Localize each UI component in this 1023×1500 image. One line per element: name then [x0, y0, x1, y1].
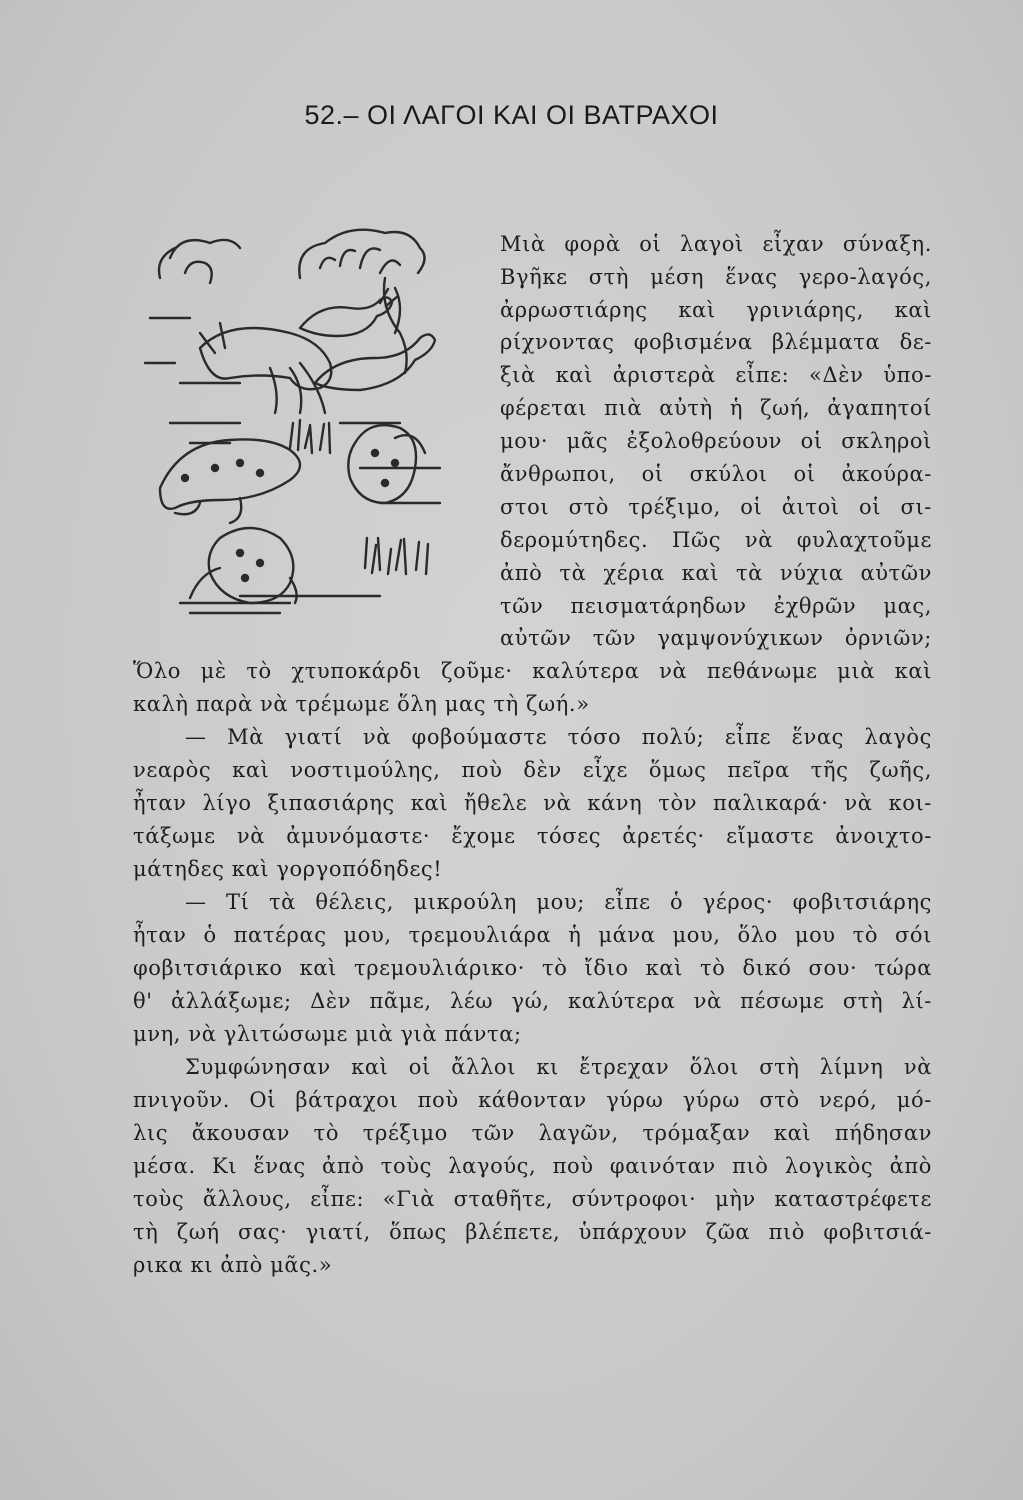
text-line: ἀρρωστιάρης καὶ γρινιάρης, καὶ [500, 298, 932, 322]
text-line: μνη, νὰ γλιτώσωμε μιὰ γιὰ πάντα; [133, 1022, 522, 1046]
text-line: καλὴ παρὰ νὰ τρέμωμε ὅλη μας τὴ ζωή.» [133, 692, 590, 716]
text-line: πνιγοῦν. Οἱ βάτραχοι ποὺ κάθονταν γύρω γύρω στὸ νερό, μό- [133, 1088, 932, 1112]
text-line: μέσα. Κι ἕνας ἀπὸ τοὺς λαγούς, ποὺ φαινόταν πιὸ λογικὸς ἀπὸ [133, 1154, 932, 1178]
text-line: μου· μᾶς ἐξολοθρεύουν οἱ σκληροὶ [500, 429, 932, 453]
text-line: ξιὰ καὶ ἀριστερὰ εἶπε: «Δὲν ὑπο- [500, 363, 932, 387]
hares-frogs-illustration [140, 218, 470, 618]
text-line: Συμφώνησαν καὶ οἱ ἄλλοι κι ἔτρεχαν ὅλοι στὴ λίμνη νὰ [185, 1055, 932, 1079]
text-line: ἦταν ὁ πατέρας μου, τρεμουλιάρα ἡ μάνα μου, ὅλο μου τὸ σόι [133, 923, 932, 947]
text-line: Μιὰ φορὰ οἱ λαγοὶ εἶχαν σύναξη. [500, 232, 932, 256]
text-line: αὐτῶν τῶν γαμψονύχικων ὀρνιῶν; [500, 626, 932, 650]
text-line: νεαρὸς καὶ νοστιμούλης, ποὺ δὲν εἶχε ὅμως πεῖρα τῆς ζωῆς, [133, 758, 932, 782]
text-line: ρίχνοντας φοβισμένα βλέμματα δε- [500, 330, 932, 354]
text-line: τάξωμε νὰ ἀμυνόμαστε· ἔχομε τόσες ἀρετές· εἴμαστε ἀνοιχτο- [133, 824, 932, 848]
text-line: στοι στὸ τρέξιμο, οἱ ἀιτοὶ οἱ σι- [500, 495, 932, 519]
text-line: φοβιτσιάρικο καὶ τρεμουλιάρικο· τὸ ἴδιο καὶ τὸ δικό σου· τώρα [133, 956, 932, 980]
text-line: τῶν πεισματάρηδων ἐχθρῶν μας, [500, 594, 932, 618]
text-line: — Μὰ γιατί νὰ φοβούμαστε τόσο πολύ; εἶπε ἕνας λαγὸς [185, 725, 932, 749]
text-line: ἀπὸ τὰ χέρια καὶ τὰ νύχια αὐτῶν [500, 561, 932, 585]
text-line: τὴ ζωή σας· γιατί, ὅπως βλέπετε, ὑπάρχουν ζῶα πιὸ φοβιτσιά- [133, 1220, 932, 1244]
text-line: τοὺς ἄλλους, εἶπε: «Γιὰ σταθῆτε, σύντροφοι· μὴν καταστρέφετε [133, 1187, 932, 1211]
text-line: Ὅλο μὲ τὸ χτυποκάρδι ζοῦμε· καλύτερα νὰ πεθάνωμε μιὰ καὶ [133, 659, 932, 683]
text-line: λις ἄκουσαν τὸ τρέξιμο τῶν λαγῶν, τρόμαξαν καὶ πήδησαν [133, 1121, 932, 1145]
text-line: — Τί τὰ θέλεις, μικρούλη μου; εἶπε ὁ γέρος· φοβιτσιάρης [185, 890, 932, 914]
text-line: φέρεται πιὰ αὐτὴ ἡ ζωή, ἀγαπητοί [500, 396, 932, 420]
text-line: μάτηδες καὶ γοργοπόδηδες! [133, 857, 443, 881]
text-line: ρικα κι ἀπὸ μᾶς.» [133, 1253, 333, 1277]
text-line: θ' ἀλλάξωμε; Δὲν πᾶμε, λέω γώ, καλύτερα νὰ πέσωμε στὴ λί- [133, 989, 932, 1013]
chapter-title: 52.– ΟΙ ΛΑΓΟΙ ΚΑΙ ΟΙ ΒΑΤΡΑΧΟΙ [304, 100, 719, 130]
text-line: Βγῆκε στὴ μέση ἕνας γερο-λαγός, [500, 265, 932, 289]
text-line: δερομύτηδες. Πῶς νὰ φυλαχτοῦμε [500, 528, 932, 552]
text-line: ἄνθρωποι, οἱ σκύλοι οἱ ἀκούρα- [500, 462, 932, 486]
text-line: ἦταν λίγο ξιπασιάρης καὶ ἤθελε νὰ κάνη τὸν παλικαρά· νὰ κοι- [133, 791, 932, 815]
